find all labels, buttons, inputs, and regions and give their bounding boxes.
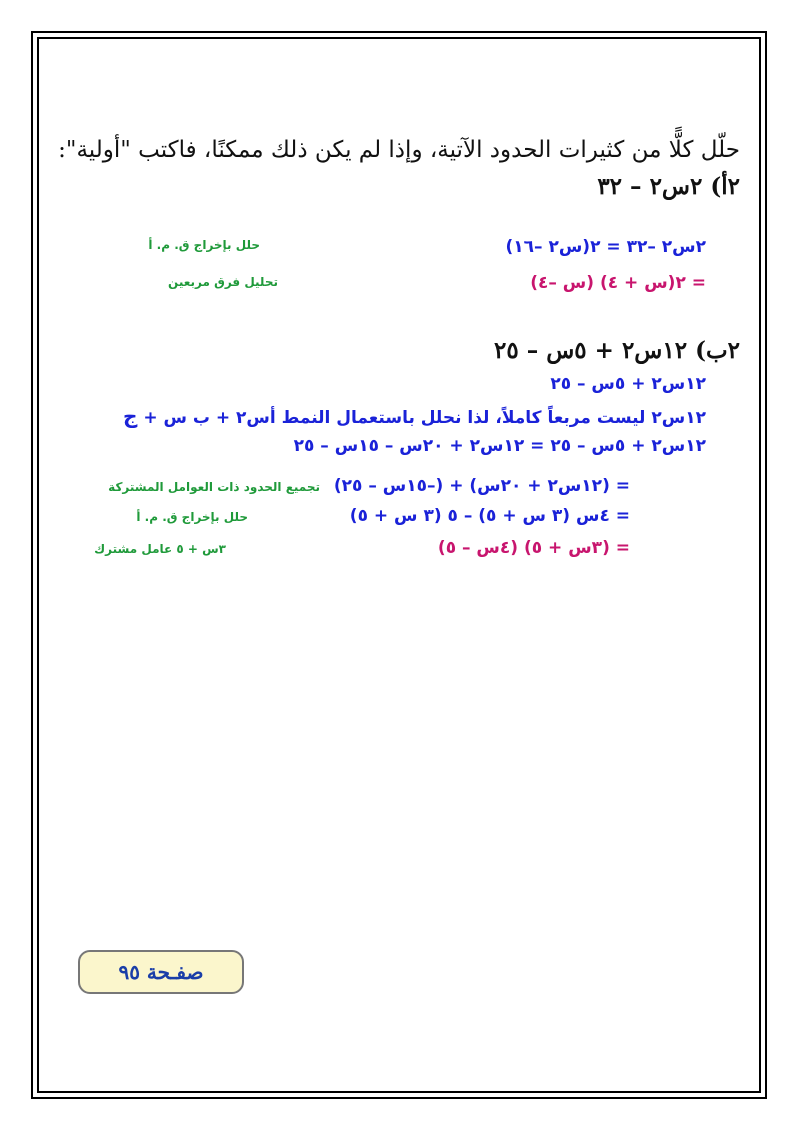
- solution-a-step1-note: حلل بإخراج ق. م. أ: [148, 238, 260, 252]
- solution-a-step1: ٢س٢ –٣٢ = ٢(س٢ –١٦): [505, 237, 706, 257]
- solution-b-line2-j: ج: [122, 404, 138, 428]
- solution-b-line1: ١٢س٢ + ٥س – ٢٥: [550, 374, 706, 394]
- solution-b-line5: = ٤س (٣ س + ٥) – ٥ (٣ س + ٥): [349, 506, 630, 526]
- solution-b-line4-note: تجميع الحدود ذات العوامل المشتركة: [108, 480, 320, 494]
- question-instruction: حلّل كلًّا من كثيرات الحدود الآتية، وإذا لم يكن ذلك ممكنًا، فاكتب "أولية":: [58, 137, 740, 163]
- solution-b-line2-text: ١٢س٢ ليست مربعاً كاملاً، لذا نحلل باستعمال النمط أس٢ + ب س +: [143, 408, 706, 428]
- question-part-b: ٢ب) ١٢س٢ + ٥س – ٢٥: [493, 337, 740, 364]
- solution-b-line6: = (٣س + ٥) (٤س – ٥): [437, 538, 630, 558]
- page-number-label: صفـحة ٩٥: [118, 960, 204, 984]
- solution-b-line4: = (١٢س٢ + ٢٠س) + (–١٥س – ٢٥): [333, 476, 630, 496]
- solution-b-line3: ١٢س٢ + ٥س – ٢٥ = ١٢س٢ + ٢٠س – ١٥س – ٢٥: [293, 436, 706, 456]
- page-number-badge: [78, 950, 244, 994]
- solution-b-line6-note: ٣س + ٥ عامل مشترك: [94, 542, 226, 556]
- solution-a-step2: = ٢(س + ٤) (س –٤): [530, 273, 706, 293]
- question-part-a: ٢أ) ٢س٢ – ٣٢: [597, 173, 740, 200]
- solution-b-line5-note: حلل بإخراج ق. م. أ: [136, 510, 248, 524]
- solution-a-step2-note: تحليل فرق مربعين: [168, 275, 278, 289]
- solution-b-line2: [123, 404, 706, 428]
